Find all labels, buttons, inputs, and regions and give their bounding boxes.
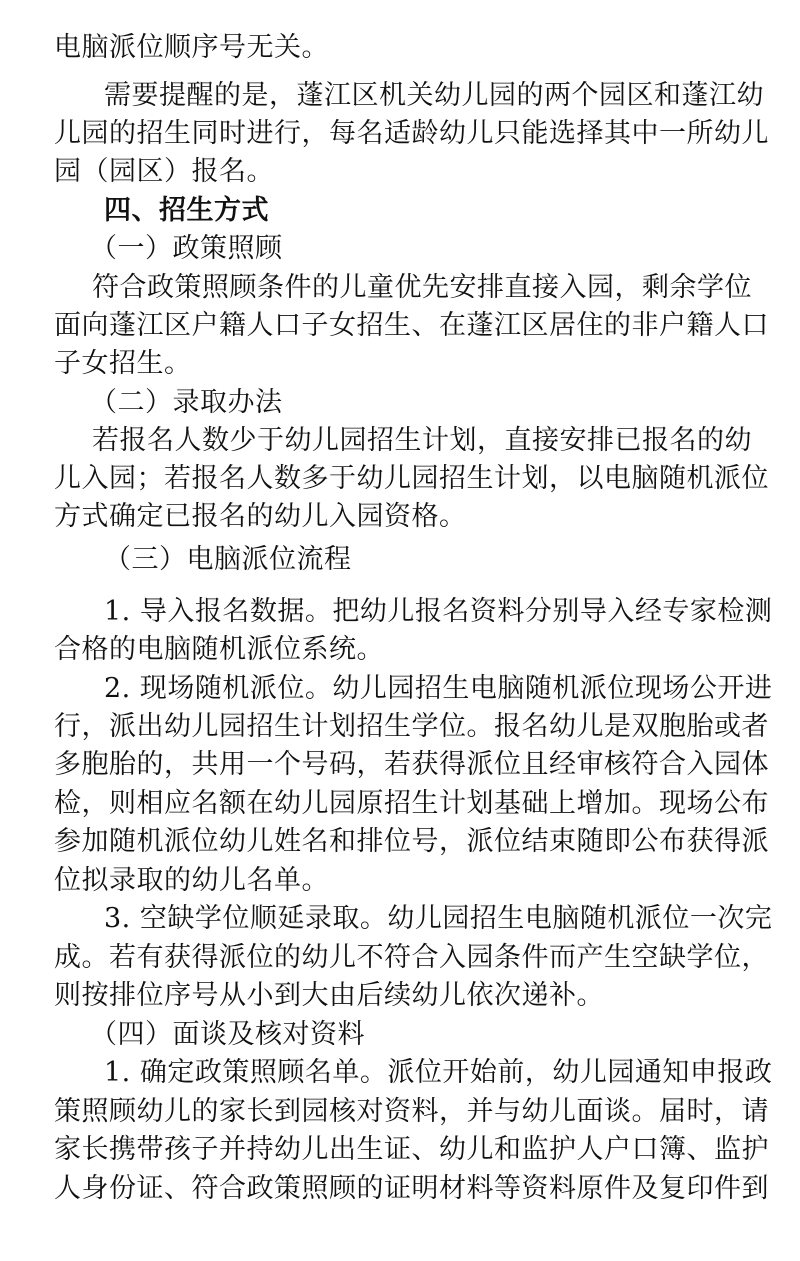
paragraph-line: 需要提醒的是，蓬江区机关幼儿园的两个园区和蓬江幼 <box>104 80 764 111</box>
text-line: 方式确定已报名的幼儿入园资格。 <box>54 501 467 532</box>
text-line: 面向蓬江区户籍人口子女招生、在蓬江区居住的非户籍人口 <box>54 310 769 341</box>
text-line: 儿入园；若报名人数多于幼儿园招生计划，以电脑随机派位 <box>54 463 769 494</box>
text-line: 儿园的招生同时进行，每名适龄幼儿只能选择其中一所幼儿 <box>54 118 769 149</box>
text-line: 成。若有获得派位的幼儿不符合入园条件而产生空缺学位， <box>54 942 769 973</box>
section-heading: 四、招生方式 <box>104 195 269 226</box>
text-line: 则按排位序号从小到大由后续幼儿依次递补。 <box>54 980 604 1011</box>
text-line: 参加随机派位幼儿姓名和排位号，派位结束随即公布获得派 <box>54 826 769 857</box>
text-line: 园（园区）报名。 <box>54 156 274 187</box>
text-line: 行，派出幼儿园招生计划招生学位。报名幼儿是双胞胎或者 <box>54 711 769 742</box>
subsection-heading: （三）电脑派位流程 <box>104 544 352 575</box>
text-line: 电脑派位顺序号无关。 <box>54 32 329 63</box>
text-line: 策照顾幼儿的家长到园核对资料，并与幼儿面谈。届时，请 <box>54 1096 769 1127</box>
text-line: 家长携带孩子并持幼儿出生证、幼儿和监护人户口簿、监护 <box>54 1134 769 1165</box>
paragraph-line: 1. 导入报名数据。把幼儿报名资料分别导入经专家检测 <box>104 596 773 627</box>
paragraph-line: 2. 现场随机派位。幼儿园招生电脑随机派位现场公开进 <box>104 673 773 704</box>
text-line: 子女招生。 <box>54 348 192 379</box>
paragraph-line: 1. 确定政策照顾名单。派位开始前，幼儿园通知申报政 <box>104 1057 773 1088</box>
paragraph-line: 符合政策照顾条件的儿童优先安排直接入园，剩余学位 <box>92 272 752 303</box>
paragraph-line: 3. 空缺学位顺延录取。幼儿园招生电脑随机派位一次完 <box>104 903 773 934</box>
text-line: 多胞胎的，共用一个号码，若获得派位且经审核符合入园体 <box>54 749 769 780</box>
text-line: 合格的电脑随机派位系统。 <box>54 634 384 665</box>
subsection-heading: （一）政策照顾 <box>90 233 283 264</box>
text-line: 位拟录取的幼儿名单。 <box>54 865 329 896</box>
text-line: 人身份证、符合政策照顾的证明材料等资料原件及复印件到 <box>54 1173 769 1204</box>
subsection-heading: （二）录取办法 <box>90 387 283 418</box>
text-line: 检，则相应名额在幼儿园原招生计划基础上增加。现场公布 <box>54 788 769 819</box>
paragraph-line: 若报名人数少于幼儿园招生计划，直接安排已报名的幼 <box>92 425 752 456</box>
subsection-heading: （四）面谈及核对资料 <box>90 1019 365 1050</box>
